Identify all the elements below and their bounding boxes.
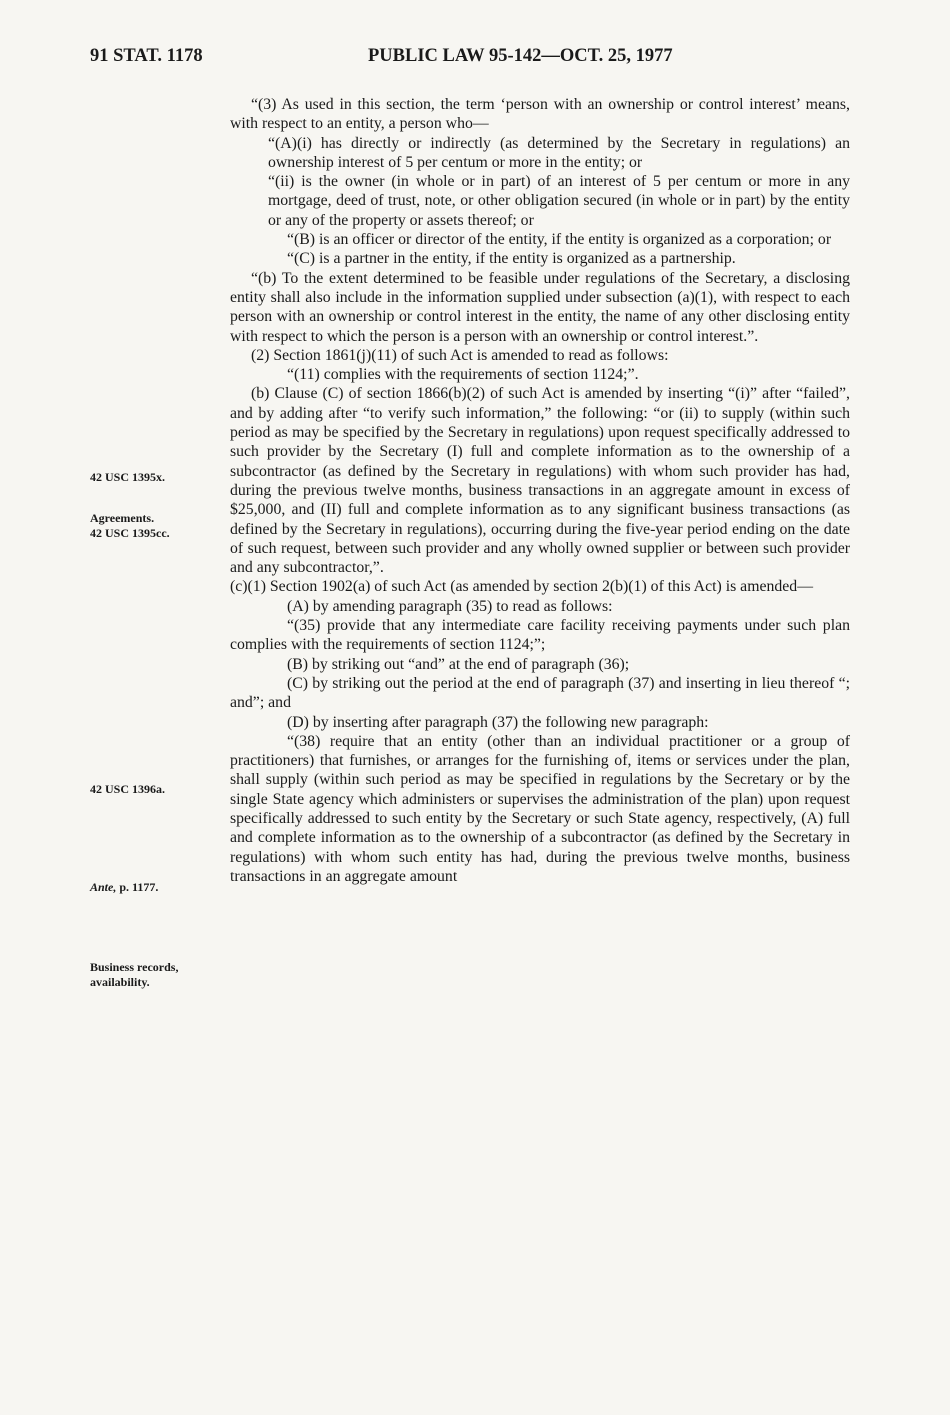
statute-page-number: 91 STAT. 1178 — [90, 46, 203, 66]
paragraph: “(3) As used in this section, the term ‘person with an ownership or control interest’ means, with respect to an entity, a person who— — [230, 96, 850, 133]
margin-note-ante — [90, 880, 228, 895]
paragraph: (D) by inserting after paragraph (37) the following new paragraph: — [287, 713, 709, 731]
margin-note-line: availability. — [90, 975, 150, 989]
paragraph: (B) by striking out “and” at the end of paragraph (36); — [287, 655, 630, 673]
paragraph: (A) by amending paragraph (35) to read as follows: — [287, 597, 613, 615]
margin-note-42usc1396a: 42 USC 1396a. — [90, 782, 166, 796]
margin-note-42usc1395x: 42 USC 1395x. — [90, 470, 166, 484]
margin-note-line: 42 USC 1395cc. — [90, 526, 170, 540]
paragraph: (c)(1) Section 1902(a) of such Act (as amended by section 2(b)(1) of this Act) is amended— — [230, 578, 813, 596]
paragraph — [230, 134, 850, 173]
margin-note-italic: Ante, — [90, 880, 117, 894]
paragraph: (C) by striking out the period at the end of paragraph (37) and inserting in lieu thereof “; and”; and — [230, 674, 850, 712]
margin-note-rest: p. 1177. — [116, 880, 159, 894]
paragraph: “(35) provide that any intermediate care facility receiving payments under such plan complies with the requirements of section 1124;”; — [230, 617, 850, 654]
public-law-title: PUBLIC LAW 95-142—OCT. 25, 1977 — [368, 46, 673, 66]
margin-note-business-records — [90, 960, 228, 990]
paragraph: “(38) require that an entity (other than an individual practitioner or a group of practitioners) that furnishes, or arranges for the furnishing of, items or services under the plan, shall supply (within such period as may be specified in regulations by the Secretary or by the single State agency which administers or supervises the administration of the plan) upon request specifically addressed to such entity by the Secretary or such State agency, respectively, (A) full and complete information as to the ownership of a subcontractor (as defined by the Secretary in regulations) with whom such entity has had, during the previous twelve months, business transactions in an aggregate amount — [230, 732, 850, 885]
paragraph: “(B) is an officer or director of the entity, if the entity is organized as a corporation; or — [287, 231, 832, 249]
margin-note-line: Business records, — [90, 960, 179, 974]
paragraph: “(C) is a partner in the entity, if the entity is organized as a partnership. — [287, 250, 736, 268]
paragraph: (2) Section 1861(j)(11) of such Act is amended to read as follows: — [251, 346, 669, 364]
statute-text — [230, 95, 850, 886]
page-header — [90, 46, 850, 76]
paragraph: “(ii) is the owner (in whole or in part) of an interest of 5 per centum or more in any mortgage, deed of trust, note, or other obligation secured (in whole or in part) by the entity or any of the property or assets thereof; or — [268, 173, 850, 229]
paragraph: (b) Clause (C) of section 1866(b)(2) of such Act is amended by inserting “(i)” after “failed”, and by adding after “to verify such information,” the following: “or (ii) to supply (within such period as may be specified by the Secretary in regulations) upon request specifically addressed to such provider by the Secretary (I) full and complete information as to the ownership of a subcontractor (as defined by the Secretary in regulations) with whom such provider has had, during the previous twelve months, business transactions in an aggregate amount in excess of $25,000, and (II) full and complete information as to any significant business transactions (as defined by the Secretary in regulations), occurring during the five-year period ending on the date of such request, between such provider and any wholly owned supplier or between such provider and any subcontractor,”. — [230, 385, 850, 577]
paragraph-text: “(A)(i) has directly or indirectly (as determined by the Secretary in regulations) an ownership interest of 5 per centum or more in the entity; or — [268, 134, 850, 171]
margin-note-agreements — [90, 511, 228, 541]
margin-note-line: Agreements. — [90, 511, 155, 525]
paragraph: “(b) To the extent determined to be feasible under regulations of the Secretary, a disclosing entity shall also include in the information supplied under subsection (a)(1), with respect to each person with an ownership or control interest in the entity, the name of any other disclosing entity with respect to which the person is a person with an ownership or control interest.”. — [230, 269, 850, 345]
paragraph: “(11) complies with the requirements of section 1124;”. — [287, 366, 639, 384]
